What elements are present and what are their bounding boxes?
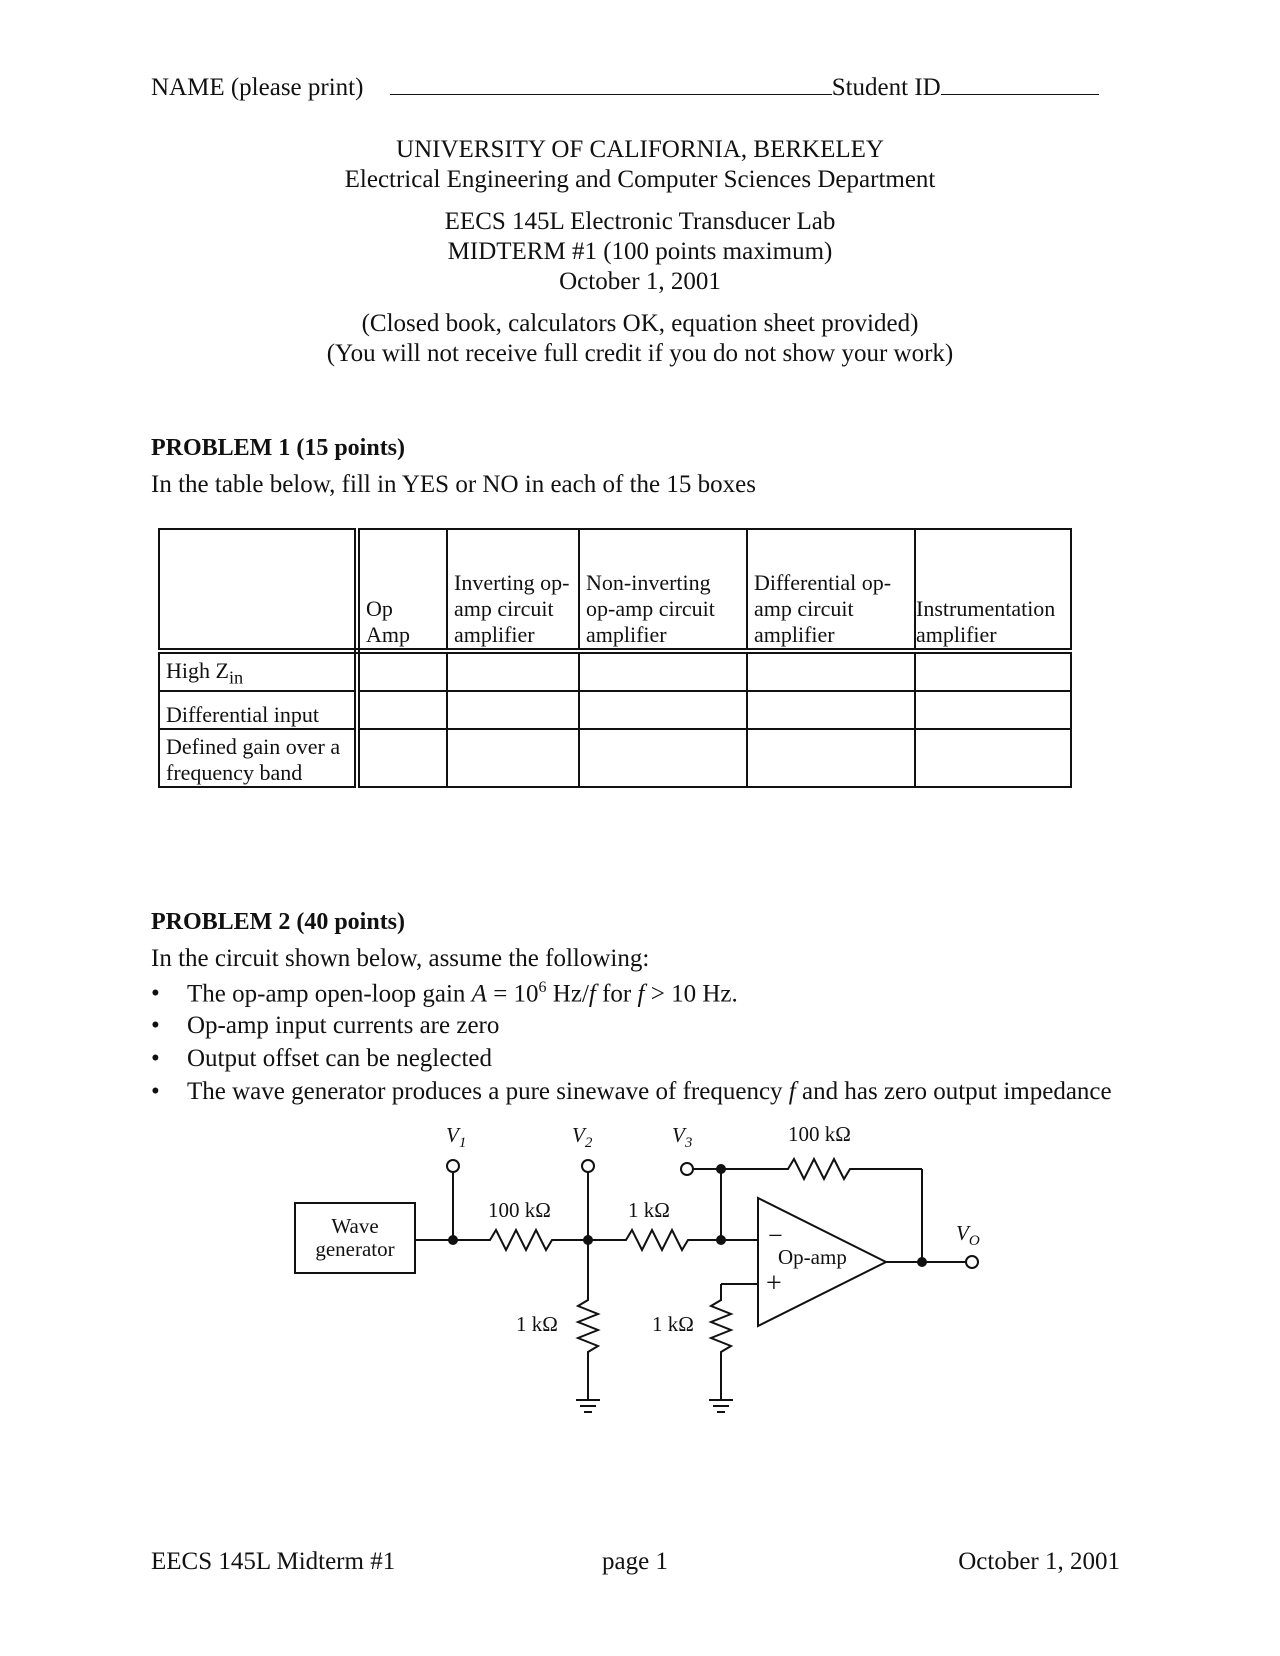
generator-label-2: generator	[315, 1237, 395, 1261]
bullet-item: • Output offset can be neglected	[151, 1045, 492, 1072]
col-header: Instrumentation amplifier	[915, 529, 1071, 651]
exam-note-2: (You will not receive full credit if you do not show your work)	[326, 340, 954, 367]
opamp-label: Op-amp	[778, 1245, 847, 1269]
label-v2: $V_2$	[572, 1123, 593, 1151]
student-id-label: Student ID	[831, 74, 941, 101]
minus-sign: −	[768, 1221, 783, 1250]
label-r-series2: 1 kΩ	[628, 1198, 670, 1222]
col-header: Differential op-amp circuit amplifier	[747, 529, 915, 651]
course-title: EECS 145L Electronic Transducer Lab	[444, 208, 836, 235]
bullet-item: • The op-amp open-loop gain $A = 10^6$ Hz/f for f > 10 Hz.	[151, 979, 738, 1008]
footer-left: EECS 145L Midterm #1	[151, 1548, 396, 1575]
resistor-shunt-1	[578, 1293, 598, 1400]
generator-label-1: Wave	[331, 1214, 379, 1238]
resistor-shunt-2	[711, 1293, 731, 1400]
footer-page: page 1	[602, 1548, 668, 1575]
footer-date: October 1, 2001	[958, 1548, 1120, 1575]
problem2-heading: PROBLEM 2 (40 points)	[151, 909, 406, 935]
department-name: Electrical Engineering and Computer Sciences Department	[344, 166, 936, 193]
junction-dot	[917, 1257, 927, 1267]
col-header: Non-inverting op-amp circuit amplifier	[579, 529, 747, 651]
label-v1: $V_1$	[446, 1123, 467, 1151]
label-r-feedback: 100 kΩ	[788, 1122, 851, 1146]
terminal-v1	[447, 1160, 459, 1172]
exam-note-1: (Closed book, calculators OK, equation sheet provided)	[361, 310, 919, 337]
resistor-feedback-100k	[780, 1159, 860, 1179]
problem2-intro: In the circuit shown below, assume the following:	[151, 945, 650, 972]
col-header: Inverting op-amp circuit amplifier	[447, 529, 579, 651]
problem1-heading: PROBLEM 1 (15 points)	[151, 435, 406, 461]
name-label: NAME (please print)	[151, 74, 364, 101]
label-r-shunt2: 1 kΩ	[652, 1312, 694, 1336]
label-r-shunt1: 1 kΩ	[516, 1312, 558, 1336]
label-r-series1: 100 kΩ	[488, 1198, 551, 1222]
exam-title: MIDTERM #1 (100 points maximum)	[447, 238, 833, 265]
label-vo: $V_O$	[956, 1221, 980, 1249]
terminal-v3	[681, 1163, 693, 1175]
junction-dot	[448, 1235, 458, 1245]
exam-date: October 1, 2001	[559, 268, 721, 295]
problem1-instruction: In the table below, fill in YES or NO in each of the 15 boxes	[151, 471, 756, 498]
plus-sign: +	[766, 1268, 782, 1299]
junction-dot	[716, 1235, 726, 1245]
terminal-v2	[582, 1160, 594, 1172]
row-header: Differential input	[159, 691, 357, 729]
bullet-item: • The wave generator produces a pure sinewave of frequency f and has zero output impedance	[151, 1078, 1112, 1105]
resistor-series-1k	[618, 1230, 700, 1250]
col-header: Op Amp	[357, 529, 447, 651]
bullet-item: • Op-amp input currents are zero	[151, 1012, 500, 1039]
terminal-vo	[966, 1256, 978, 1268]
junction-dot	[716, 1164, 726, 1174]
row-header: Defined gain over a frequency band	[159, 729, 357, 787]
label-v3: $V_3$	[672, 1123, 693, 1151]
university-name: UNIVERSITY OF CALIFORNIA, BERKELEY	[396, 136, 884, 163]
junction-dot	[583, 1235, 593, 1245]
resistor-series-100k	[480, 1230, 562, 1250]
row-header: High $Z_{in}$	[159, 651, 357, 691]
